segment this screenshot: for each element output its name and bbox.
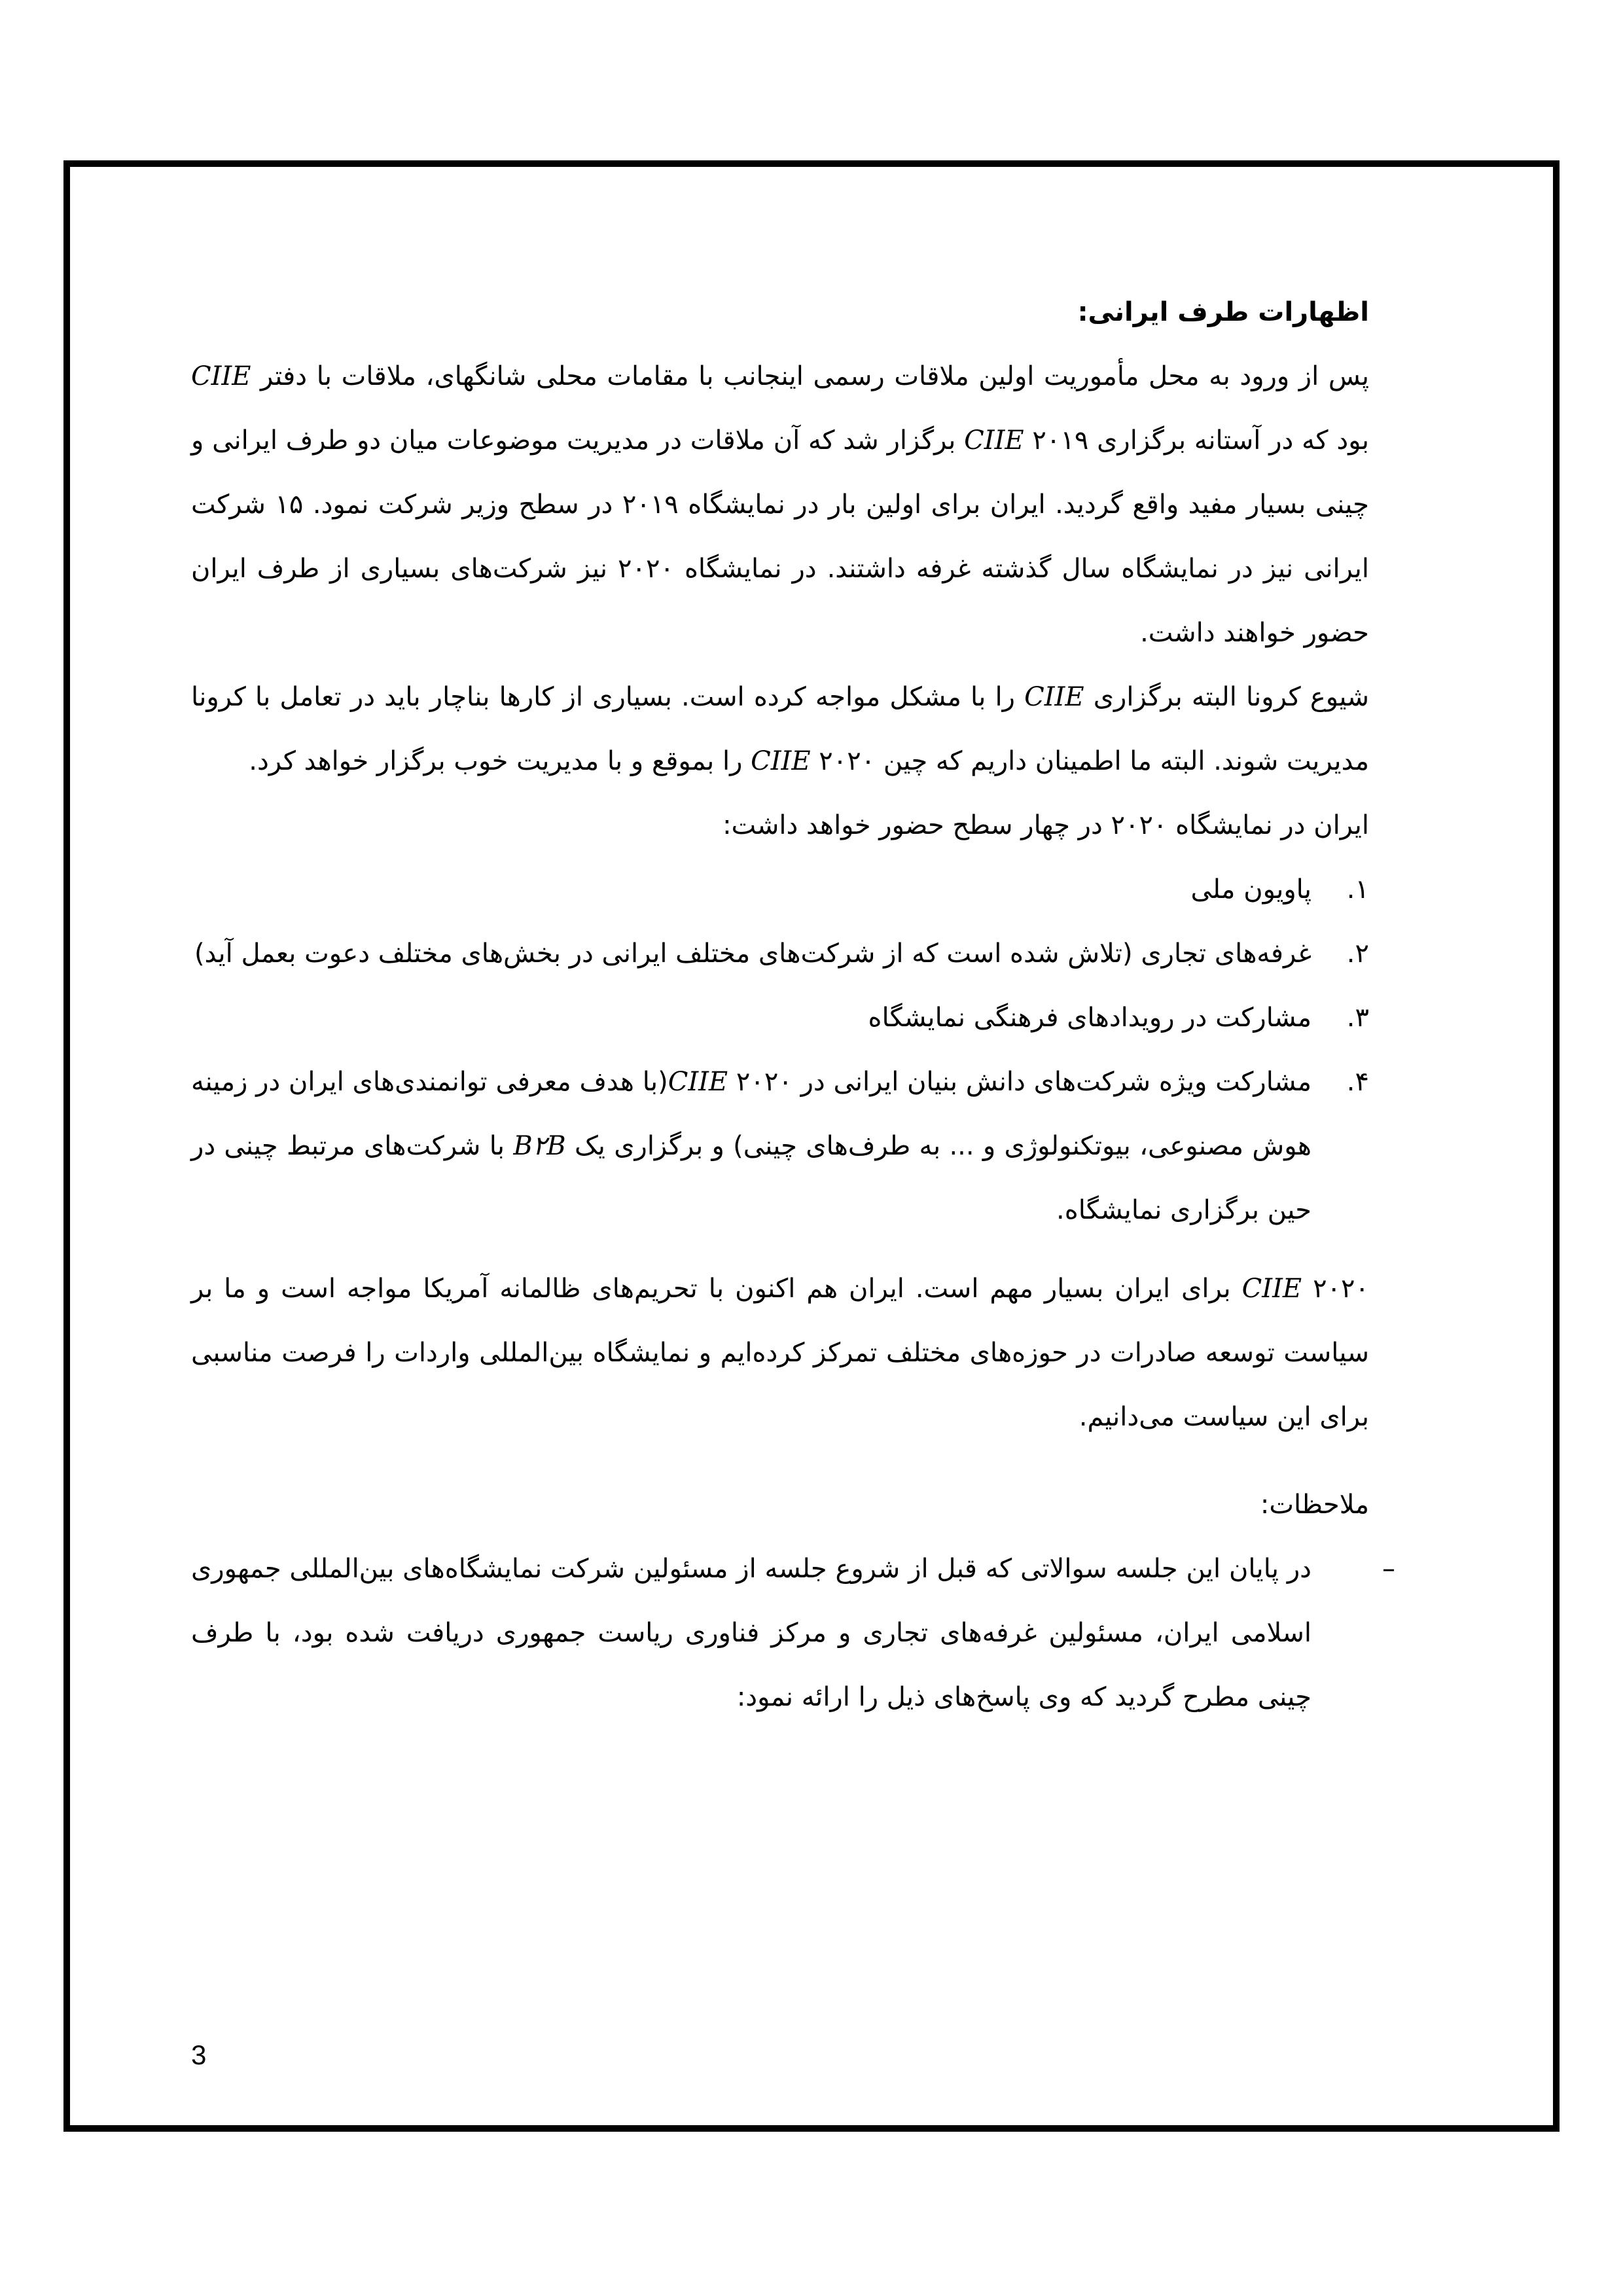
ciie-term: CIIE [668, 1067, 728, 1097]
list-number: ۲. [1346, 939, 1369, 969]
dash-bullet: – [1382, 1554, 1395, 1584]
ciie-term: CIIE [751, 746, 811, 776]
section-heading: اظهارات طرف ایرانی: [1077, 297, 1369, 327]
list-item-text: مشارکت ویژه شرکت‌های دانش بنیان ایرانی در ۲۰۲۰ CIIE(با هدف معرفی توانمندی‌های ایران در زمینه هوش مصنوعی، بیوتکنولوژی و ... به طرف‌های چینی) و برگزاری یک B۲B با شرکت‌های مرتبط چینی در حین برگزاری نمایشگاه. [191, 1067, 1311, 1225]
notes-heading: ملاحظات: [1260, 1490, 1369, 1520]
ciie-term: CIIE [191, 361, 251, 391]
list-number: ۴. [1346, 1067, 1369, 1097]
note-item [191, 1537, 1395, 1729]
list-item-text: پاویون ملی [1190, 874, 1311, 905]
participation-list [191, 857, 1369, 1242]
list-item [191, 857, 1369, 922]
ciie-term: CIIE [1241, 1274, 1302, 1304]
list-number: ۱. [1346, 874, 1369, 905]
list-item-text: غرفه‌های تجاری (تلاش شده است که از شرکت‌های مختلف ایرانی در بخش‌های مختلف دعوت بعمل آید) [194, 939, 1311, 969]
list-item [191, 1050, 1369, 1242]
ciie-term: CIIE [964, 425, 1024, 456]
b2b-term: B۲B [513, 1131, 566, 1161]
list-number: ۳. [1346, 1003, 1369, 1033]
paragraph-corona: شیوع کرونا البته برگزاری CIIE را با مشکل مواجه کرده است. بسیاری از کارها بناچار باید در تعامل با کرونا مدیریت شوند. البته ما اطمینان داریم که چین ۲۰۲۰ CIIE را بموقع و با مدیریت خوب برگزار خواهد کرد. [191, 682, 1370, 776]
paragraph-levels: ایران در نمایشگاه ۲۰۲۰ در چهار سطح حضور خواهد داشت: [722, 810, 1369, 840]
list-item [191, 922, 1369, 986]
document-body [191, 280, 1395, 1729]
list-item-text: مشارکت در رویدادهای فرهنگی نمایشگاه [868, 1003, 1311, 1033]
paragraph-importance: ۲۰۲۰ CIIE برای ایران بسیار مهم است. ایران هم اکنون با تحریم‌های ظالمانه آمریکا مواجه است و ما بر سیاست توسعه صادرات در حوزه‌های مختلف تمرکز کرده‌ایم و نمایشگاه بین‌المللی واردات را فرصت مناسبی برای این سیاست می‌دانیم. [191, 1274, 1369, 1432]
page-number: 3 [191, 2039, 207, 2070]
list-item [191, 986, 1369, 1050]
paragraph-intro: پس از ورود به محل مأموریت اولین ملاقات رسمی اینجانب با مقامات محلی شانگهای، ملاقات با دفتر CIIE بود که در آستانه برگزاری ۲۰۱۹ CIIE برگزار شد که آن ملاقات در مدیریت موضوعات میان دو طرف ایرانی و چینی بسیار مفید واقع گردید. ایران برای اولین بار در نمایشگاه ۲۰۱۹ در سطح وزیر شرکت نمود. ۱۵ شرکت ایرانی نیز در نمایشگاه سال گذشته غرفه داشتند. در نمایشگاه ۲۰۲۰ نیز شرکت‌های بسیاری از طرف ایران حضور خواهند داشت. [191, 361, 1369, 648]
ciie-term: CIIE [1024, 682, 1084, 712]
note-text: در پایان این جلسه سوالاتی که قبل از شروع جلسه از مسئولین شرکت نمایشگاه‌های بین‌المللی جمهوری اسلامی ایران، مسئولین غرفه‌های تجاری و مرکز فناوری ریاست جمهوری دریافت شده بود، با طرف چینی مطرح گردید که وی پاسخ‌های ذیل را ارائه نمود: [191, 1554, 1311, 1712]
notes-list [191, 1537, 1395, 1729]
